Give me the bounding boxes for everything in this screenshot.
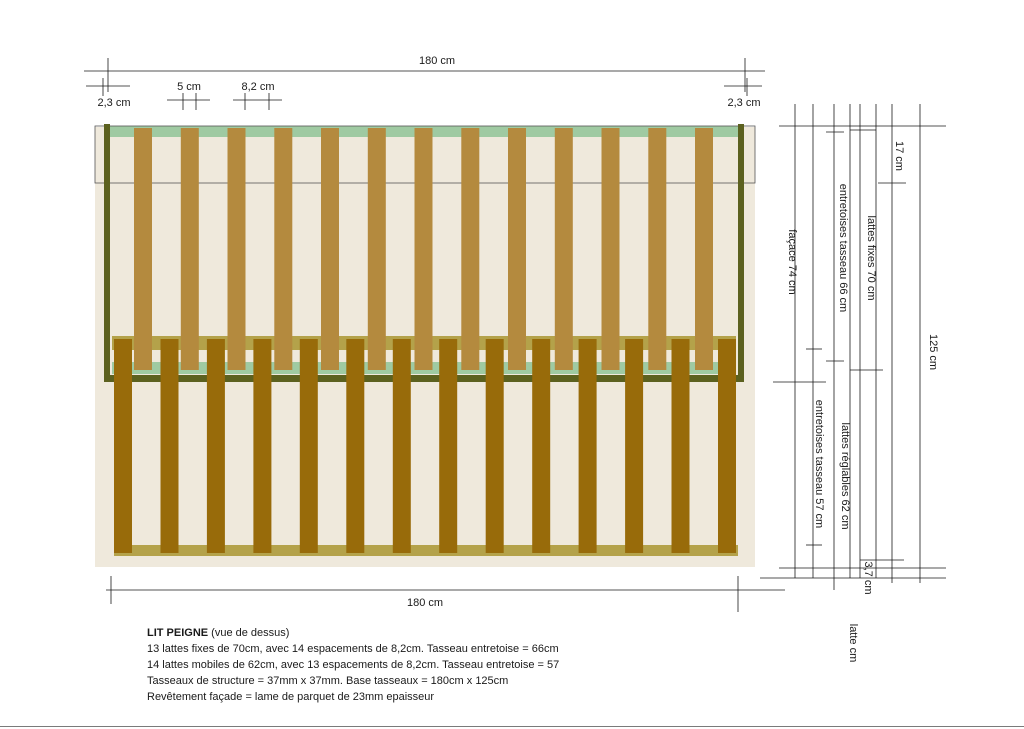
fixed-slat bbox=[415, 128, 433, 370]
frame-bottom bbox=[104, 375, 744, 382]
caption-block bbox=[147, 625, 667, 705]
mobile-slat bbox=[625, 339, 643, 553]
top-width-label: 180 cm bbox=[418, 55, 456, 67]
bottom-dimension-lines bbox=[106, 576, 785, 612]
mobile-slat bbox=[114, 339, 132, 553]
mobile-slat bbox=[486, 339, 504, 553]
right-dimension-lines bbox=[760, 104, 946, 590]
mobile-slat bbox=[346, 339, 364, 553]
mobile-slat bbox=[579, 339, 597, 553]
entretoises-57-label: entretoises tasseau 57 cm bbox=[813, 399, 825, 529]
fixed-slat bbox=[602, 128, 620, 370]
caption-title-line bbox=[147, 625, 667, 641]
fixed-slat bbox=[461, 128, 479, 370]
mobile-slat bbox=[207, 339, 225, 553]
fixed-slat bbox=[508, 128, 526, 370]
caption-line-4: Revêtement façade = lame de parquet de 23mm epaisseur bbox=[147, 691, 435, 703]
mobile-slat bbox=[718, 339, 736, 553]
caption-title: LIT PEIGNE bbox=[147, 627, 209, 639]
right-margin-label: 2,3 cm bbox=[727, 97, 761, 109]
mobile-slat bbox=[393, 339, 411, 553]
mobile-slat bbox=[439, 339, 457, 553]
left-margin-label: 2,3 cm bbox=[97, 97, 131, 109]
caption-line-1: 13 lattes fixes de 70cm, avec 14 espacements de 8,2cm. Tasseau entretoise = 66cm bbox=[147, 643, 559, 655]
mobile-slat bbox=[253, 339, 271, 553]
facade-74-label: façace 74 cm bbox=[786, 229, 798, 295]
slat-width-label: 5 cm bbox=[177, 81, 201, 93]
fixed-slat bbox=[181, 128, 199, 370]
caption-line-2: 14 lattes mobiles de 62cm, avec 13 espacements de 8,2cm. Tasseau entretoise = 57 bbox=[147, 659, 560, 671]
mobile-slat bbox=[672, 339, 690, 553]
fixed-slat bbox=[321, 128, 339, 370]
caption-line-3: Tasseaux de structure = 37mm x 37mm. Base tasseaux = 180cm x 125cm bbox=[147, 675, 509, 687]
fixed-slat bbox=[695, 128, 713, 370]
slat-spacing-label: 8,2 cm bbox=[241, 81, 275, 93]
fixed-slat bbox=[555, 128, 573, 370]
page-bottom-rule bbox=[0, 726, 1024, 727]
mobile-slat bbox=[161, 339, 179, 553]
fixed-slat bbox=[134, 128, 152, 370]
frame-right bbox=[738, 124, 744, 382]
mobile-slat bbox=[532, 339, 550, 553]
dim-17-label: 17 cm bbox=[893, 141, 905, 171]
lattes-fixes-70-label: lattes fixes 70 cm bbox=[865, 215, 877, 301]
frame-left bbox=[104, 124, 110, 382]
lattes-reglables-62-label: lattes réglables 62 cm bbox=[839, 422, 851, 530]
bottom-width-label: 180 cm bbox=[406, 597, 444, 609]
fixed-slat bbox=[274, 128, 292, 370]
fixed-slat bbox=[228, 128, 246, 370]
fixed-slat bbox=[648, 128, 666, 370]
dim-37-label: 3,7 cm bbox=[862, 561, 874, 595]
fixed-slat bbox=[368, 128, 386, 370]
entretoises-66-label: entretoises tasseau 66 cm bbox=[837, 183, 849, 313]
mobile-slat bbox=[300, 339, 318, 553]
latte-cm-label: latte cm bbox=[847, 623, 859, 663]
caption-subtitle: (vue de dessus) bbox=[208, 627, 290, 639]
total-125-label: 125 cm bbox=[927, 333, 939, 371]
